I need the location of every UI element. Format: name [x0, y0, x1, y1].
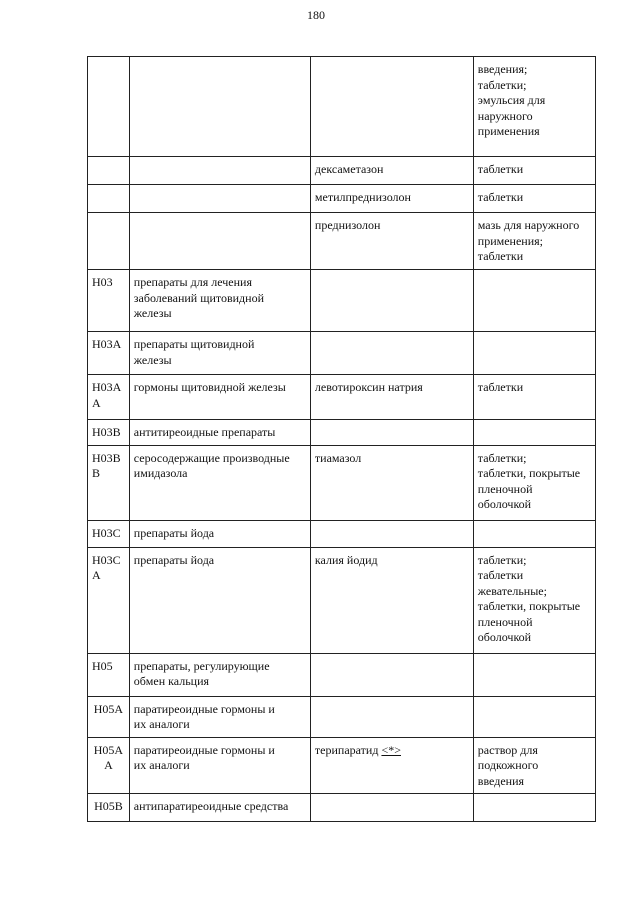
dosage-form-cell [473, 653, 595, 696]
atc-code-cell [88, 653, 130, 696]
drug-name-cell [310, 737, 473, 794]
group-name-cell [129, 213, 310, 270]
table-row [88, 420, 596, 446]
atc-code-text: H05 [92, 658, 113, 673]
group-name-cell [129, 794, 310, 822]
dosage-form-cell [473, 332, 595, 375]
dosage-form-cell [473, 737, 595, 794]
dosage-form-cell [473, 520, 595, 547]
atc-code-cell [88, 157, 130, 185]
table-row [88, 445, 596, 520]
dosage-form-cell [473, 375, 595, 420]
group-name-cell [129, 547, 310, 653]
group-name-cell [129, 696, 310, 737]
atc-code-cell [88, 520, 130, 547]
atc-code-text: H03C [92, 525, 121, 540]
group-name-cell [129, 420, 310, 446]
drug-name-cell [310, 653, 473, 696]
group-name-cell [129, 737, 310, 794]
group-name-cell [129, 445, 310, 520]
dosage-form-cell [473, 794, 595, 822]
group-name-cell [129, 332, 310, 375]
page-number: 180 [307, 8, 325, 22]
dosage-form-cell [473, 185, 595, 213]
atc-code-text: H03B [92, 425, 121, 439]
atc-code-text: H03 [92, 275, 113, 289]
drug-name-cell [310, 332, 473, 375]
table-body [88, 57, 596, 822]
dosage-form-text: таблетки [477, 190, 524, 204]
group-name-text: препараты для лечения заболеваний щитовидной железы [133, 275, 265, 320]
dosage-form-cell [473, 57, 595, 157]
footnote-marker: <*> [381, 742, 401, 757]
atc-code-cell [88, 57, 130, 157]
dosage-form-cell [473, 213, 595, 270]
dosage-form-text: таблетки; таблетки, покрытые пленочной оболочкой [477, 450, 581, 511]
drug-name-cell [310, 547, 473, 653]
table-row [88, 157, 596, 185]
table-row [88, 696, 596, 737]
table-row [88, 57, 596, 157]
atc-code-text: H05A [93, 701, 124, 716]
table-row [88, 213, 596, 270]
dosage-form-text: раствор для подкожного введения [477, 742, 539, 788]
dosage-form-cell [473, 445, 595, 520]
table-row [88, 653, 596, 696]
atc-code-text: H03A A [92, 380, 122, 410]
drug-name-text: дексаметазон [314, 162, 384, 176]
drug-name-cell [310, 270, 473, 332]
group-name-cell [129, 653, 310, 696]
atc-code-cell [88, 332, 130, 375]
group-name-cell [129, 520, 310, 547]
dosage-form-cell [473, 157, 595, 185]
dosage-form-cell [473, 420, 595, 446]
group-name-text: паратиреоидные гормоны и их аналоги [133, 701, 275, 731]
drug-name-cell [310, 157, 473, 185]
group-name-text: серосодержащие производные имидазола [133, 450, 290, 480]
dosage-form-text: введения; таблетки; эмульсия для наружного применения [477, 62, 546, 138]
dosage-form-cell [473, 547, 595, 653]
atc-code-cell [88, 547, 130, 653]
drug-name-text: левотироксин натрия [314, 380, 423, 394]
group-name-text: гормоны щитовидной железы [133, 380, 286, 394]
atc-code-text: H03A [92, 337, 122, 351]
table-row [88, 547, 596, 653]
atc-code-text: H03C A [92, 552, 121, 582]
drug-name-cell [310, 213, 473, 270]
drug-name-text: тиамазол [314, 450, 362, 465]
drug-name-cell [310, 185, 473, 213]
atc-code-cell [88, 445, 130, 520]
drug-name-cell [310, 520, 473, 547]
table-row [88, 375, 596, 420]
atc-code-cell [88, 794, 130, 822]
atc-code-cell [88, 213, 130, 270]
group-name-text: препараты йода [133, 525, 215, 540]
drug-name-cell [310, 696, 473, 737]
drug-name-cell [310, 57, 473, 157]
atc-code-cell [88, 185, 130, 213]
dosage-form-text: таблетки; таблетки жевательные; таблетки, покрытые пленочной оболочкой [477, 552, 581, 644]
atc-code-text: H03B B [92, 450, 121, 480]
group-name-text: антипаратиреоидные средства [133, 799, 289, 813]
drug-name-cell [310, 445, 473, 520]
dosage-form-text: таблетки [477, 380, 524, 394]
table-row [88, 270, 596, 332]
table-row [88, 185, 596, 213]
drug-name-cell [310, 420, 473, 446]
drug-name-text: калия йодид [314, 552, 378, 567]
dosage-form-text: мазь для наружного применения; таблетки [477, 218, 580, 263]
atc-code-cell [88, 737, 130, 794]
table-row [88, 520, 596, 547]
drug-name-text: преднизолон [314, 218, 381, 232]
atc-code-cell [88, 270, 130, 332]
drug-table [87, 56, 596, 822]
group-name-cell [129, 375, 310, 420]
dosage-form-cell [473, 696, 595, 737]
group-name-cell [129, 270, 310, 332]
drug-name-cell [310, 375, 473, 420]
group-name-cell [129, 57, 310, 157]
atc-code-cell [88, 696, 130, 737]
group-name-text: антитиреоидные препараты [133, 425, 276, 439]
drug-name-cell [310, 794, 473, 822]
group-name-text: паратиреоидные гормоны и их аналоги [133, 742, 275, 772]
atc-code-text: H05A A [93, 742, 124, 772]
drug-name-text: терипаратид [314, 742, 379, 757]
group-name-text: препараты щитовидной железы [133, 337, 255, 367]
table-row [88, 737, 596, 794]
group-name-text: препараты йода [133, 552, 215, 567]
group-name-cell [129, 157, 310, 185]
drug-name-text: метилпреднизолон [314, 190, 411, 204]
atc-code-text: H05B [94, 799, 123, 813]
atc-code-cell [88, 375, 130, 420]
table-row [88, 332, 596, 375]
atc-code-cell [88, 420, 130, 446]
group-name-text: препараты, регулирующие обмен кальция [133, 658, 270, 688]
group-name-cell [129, 185, 310, 213]
table-row [88, 794, 596, 822]
dosage-form-text: таблетки [477, 162, 524, 176]
dosage-form-cell [473, 270, 595, 332]
